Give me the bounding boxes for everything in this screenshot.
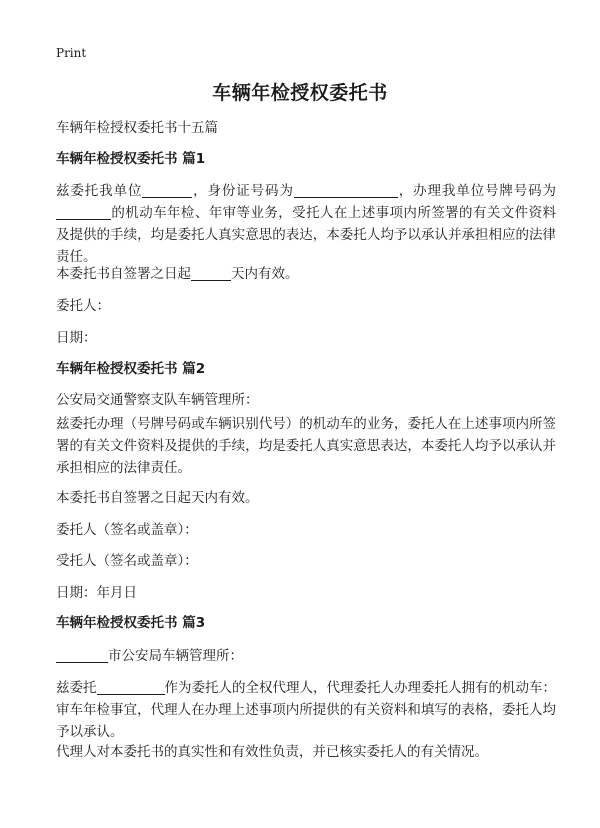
section-2-body: 兹委托办理（号牌号码或车辆识别代号）的机动车的业务，委托人在上述事项内所签署的有关文件资料及提供的手续，均是委托人真实意思表达，本委托人均予以承认并承担相应的法律责任。 <box>56 416 556 476</box>
text-fragment: 市公安局车辆管理所： <box>108 648 243 664</box>
section-3-closing: 代理人对本委托书的真实性和有效性负责，并已核实委托人的有关情况。 <box>56 744 488 760</box>
section-1-paragraph-2 <box>56 263 556 285</box>
blank-line <box>294 182 398 198</box>
section-3-heading: 车辆年检授权委托书 篇3 <box>56 615 206 631</box>
section-1-principal: 委托人： <box>56 298 110 314</box>
text-fragment: 天内有效。 <box>231 266 299 282</box>
blank-line <box>97 679 165 695</box>
print-link[interactable]: Print <box>56 46 87 60</box>
blank-line <box>142 182 192 198</box>
document-title: 车辆年检授权委托书 <box>212 82 388 104</box>
section-2-addressee: 公安局交通警察支队车辆管理所： <box>56 392 259 408</box>
text-fragment: 兹委托我单位 <box>56 183 143 199</box>
text-fragment: 的机动车年检、年审等业务，受托人在上述事项内所签署的有关文件资料及提供的手续，均是委托人真实意思的表达，本委托人均予以承认并承担相应的法律责任。 <box>56 205 556 265</box>
text-fragment: 本委托书自签署之日起 <box>56 266 191 282</box>
section-2-heading: 车辆年检授权委托书 篇2 <box>56 361 206 377</box>
section-3-body <box>56 677 556 743</box>
text-fragment: ，办理我单位号牌号码为 <box>397 183 557 199</box>
section-2-validity: 本委托书自签署之日起天内有效。 <box>56 490 259 506</box>
section-2-agent: 受托人（签名或盖章）： <box>56 553 198 569</box>
text-fragment: 兹委托 <box>56 680 97 696</box>
blank-line <box>56 204 111 220</box>
section-2-date: 日期：年月日 <box>56 585 137 601</box>
section-1-paragraph-1 <box>56 180 556 268</box>
text-fragment: ，身份证号码为 <box>192 183 294 199</box>
section-3-addressee <box>56 645 556 667</box>
blank-line <box>191 265 231 281</box>
text-fragment: 作为委托人的全权代理人，代理委托人办理委托人拥有的机动车：审车年检事宜，代理人在办理上述事项内所提供的有关资料和填写的表格，委托人均予以承认。 <box>56 680 556 740</box>
section-2-principal: 委托人（签名或盖章）： <box>56 522 198 538</box>
blank-line <box>56 647 108 663</box>
document-subtitle: 车辆年检授权委托书十五篇 <box>56 120 218 136</box>
section-1-heading: 车辆年检授权委托书 篇1 <box>56 151 206 167</box>
section-1-date: 日期： <box>56 330 97 346</box>
